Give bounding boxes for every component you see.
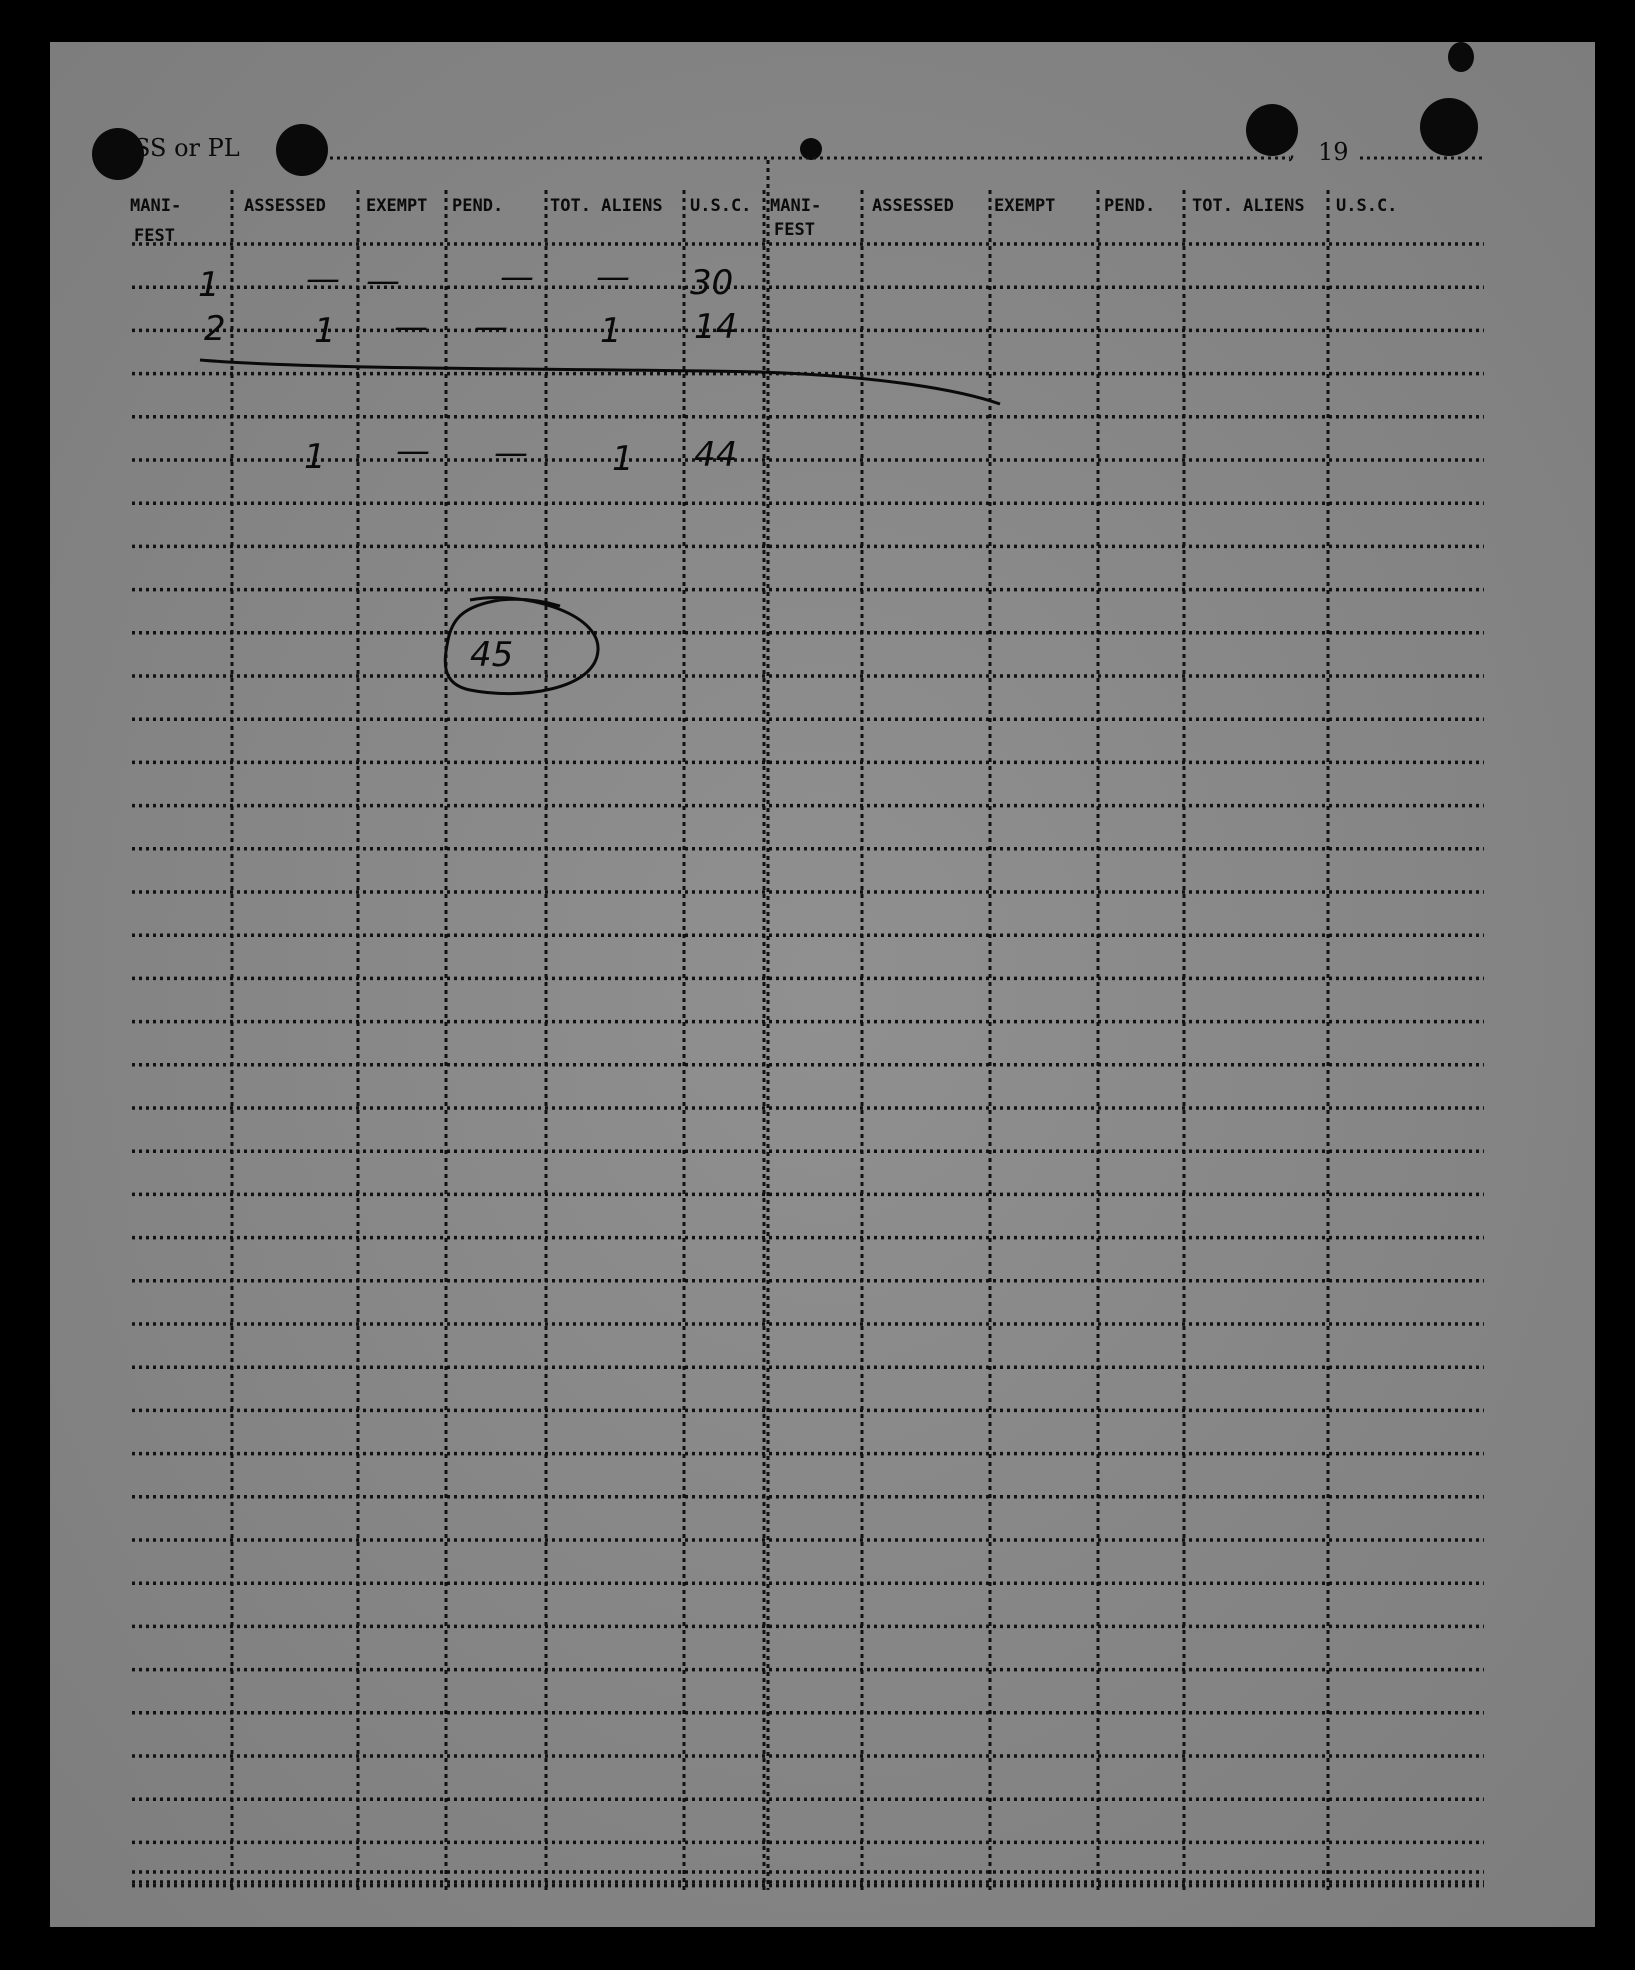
row2-exempt: — — [394, 307, 428, 347]
col-header-usc-left: U.S.C. — [690, 196, 752, 216]
row2-pend: — — [474, 307, 508, 347]
col-header-manifest-right-sub: FEST — [774, 220, 815, 240]
row2-tot-aliens: 1 — [600, 311, 622, 351]
col-header-manifest-left: MANI- — [130, 196, 182, 216]
grand-total: 45 — [470, 635, 514, 675]
vessel-label: SS or PL — [134, 134, 240, 162]
row1-exempt: — — [366, 261, 400, 301]
total-exempt: — — [396, 431, 430, 471]
col-header-manifest-right: MANI- — [770, 196, 822, 216]
row1-manifest: 1 — [198, 265, 220, 305]
col-header-tot-aliens-left: TOT. ALIENS — [550, 196, 663, 216]
col-header-assessed-left: ASSESSED — [244, 196, 326, 216]
col-header-exempt-right: EXEMPT — [994, 196, 1056, 216]
grand-total-circle — [445, 598, 598, 694]
total-tot-aliens: 1 — [612, 439, 634, 479]
col-header-pend-right: PEND. — [1104, 196, 1156, 216]
year-label: 19 — [1318, 138, 1349, 166]
total-assessed: 1 — [304, 437, 326, 477]
row1-usc: 30 — [690, 263, 734, 303]
row1-assessed: — — [306, 259, 340, 299]
sum-underline — [200, 360, 1000, 404]
row1-tot-aliens: — — [596, 257, 630, 297]
col-header-exempt-left: EXEMPT — [366, 196, 428, 216]
row2-assessed: 1 — [314, 311, 336, 351]
col-header-pend-left: PEND. — [452, 196, 504, 216]
col-header-tot-aliens-right: TOT. ALIENS — [1192, 196, 1305, 216]
total-usc: 44 — [694, 435, 738, 475]
row2-usc: 14 — [694, 307, 738, 347]
row2-manifest: 2 — [204, 309, 226, 349]
total-pend: — — [494, 433, 528, 473]
col-header-assessed-right: ASSESSED — [872, 196, 954, 216]
col-header-usc-right: U.S.C. — [1336, 196, 1398, 216]
col-header-manifest-left-sub: FEST — [134, 226, 175, 246]
year-separator: , — [1288, 136, 1296, 164]
row1-pend: — — [500, 257, 534, 297]
